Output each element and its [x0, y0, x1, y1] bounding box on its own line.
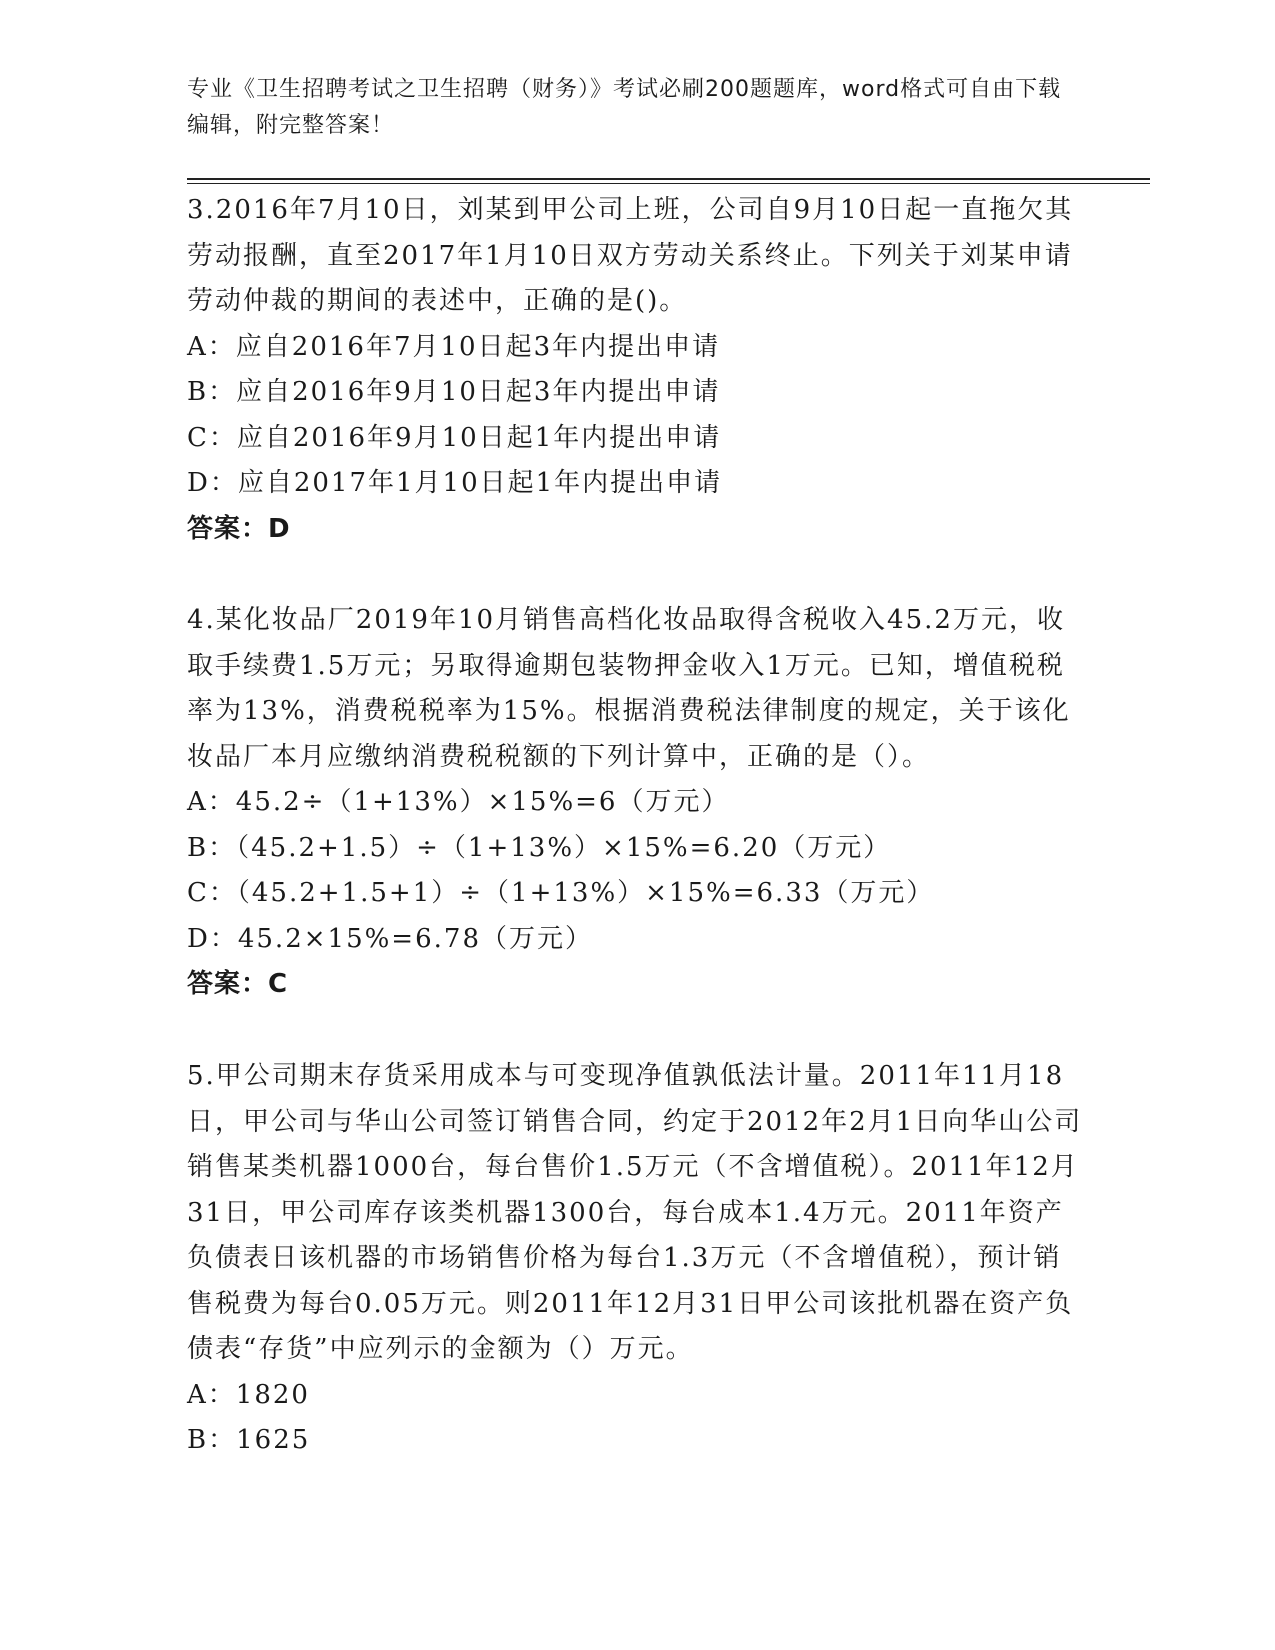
option-d: D：45.2×15%=6.78（万元）: [187, 923, 593, 954]
header-divider-thin: [187, 183, 1150, 184]
option-b: B：1625: [187, 1425, 311, 1455]
question-stem: 4.某化妆品厂2019年10月销售高档化妆品取得含税收入45.2万元，收取手续费1.5万元；另取得逾期包装物押金收入1万元。已知，增值税税率为13%，消费税税率为15%。根据消费税法律制度的规定，关于该化妆品厂本月应缴纳消费税税额的下列计算中，正确的是（）。: [187, 605, 1071, 772]
option-a: A：45.2÷（1+13%）×15%=6（万元）: [187, 787, 730, 817]
option-a: A：应自2016年7月10日起3年内提出申请: [187, 331, 721, 362]
option-a: A：1820: [187, 1379, 310, 1410]
question-5: [187, 1054, 1087, 1464]
question-stem: 3.2016年7月10日，刘某到甲公司上班，公司自9月10日起一直拖欠其劳动报酬，直至2017年1月10日双方劳动关系终止。下列关于刘某申请劳动仲裁的期间的表述中，正确的是()。: [187, 195, 1074, 316]
question-3: [187, 188, 1087, 552]
document-header: [187, 72, 1067, 144]
header-divider: [187, 178, 1150, 180]
option-b: B：应自2016年9月10日起3年内提出申请: [187, 377, 721, 407]
question-4: [187, 598, 1087, 1008]
option-d: D：应自2017年1月10日起1年内提出申请: [187, 468, 723, 498]
option-b: B：（45.2+1.5）÷（1+13%）×15%=6.20（万元）: [187, 832, 892, 863]
option-c: C：应自2016年9月10日起1年内提出申请: [187, 422, 722, 453]
answer: 答案：C: [187, 969, 289, 999]
option-c: C：（45.2+1.5+1）÷（1+13%）×15%=6.33（万元）: [187, 878, 935, 908]
answer: 答案：D: [187, 513, 291, 544]
document-title: 专业《卫生招聘考试之卫生招聘（财务）》考试必刷200题题库，word格式可自由下载编辑，附完整答案！: [187, 77, 1062, 138]
question-stem: 5.甲公司期末存货采用成本与可变现净值孰低法计量。2011年11月18日，甲公司与华山公司签订销售合同，约定于2012年2月1日向华山公司销售某类机器1000台，每台售价1.5万元（不含增值税）。2011年12月31日，甲公司库存该类机器1300台，每台成本1.4万元。2011年资产负债表日该机器的市场销售价格为每台1.3万元（不含增值税），预计销售税费为每台0.05万元。则2011年12月31日甲公司该批机器在资产负债表“存货”中应列示的金额为（）万元。: [187, 1061, 1083, 1364]
